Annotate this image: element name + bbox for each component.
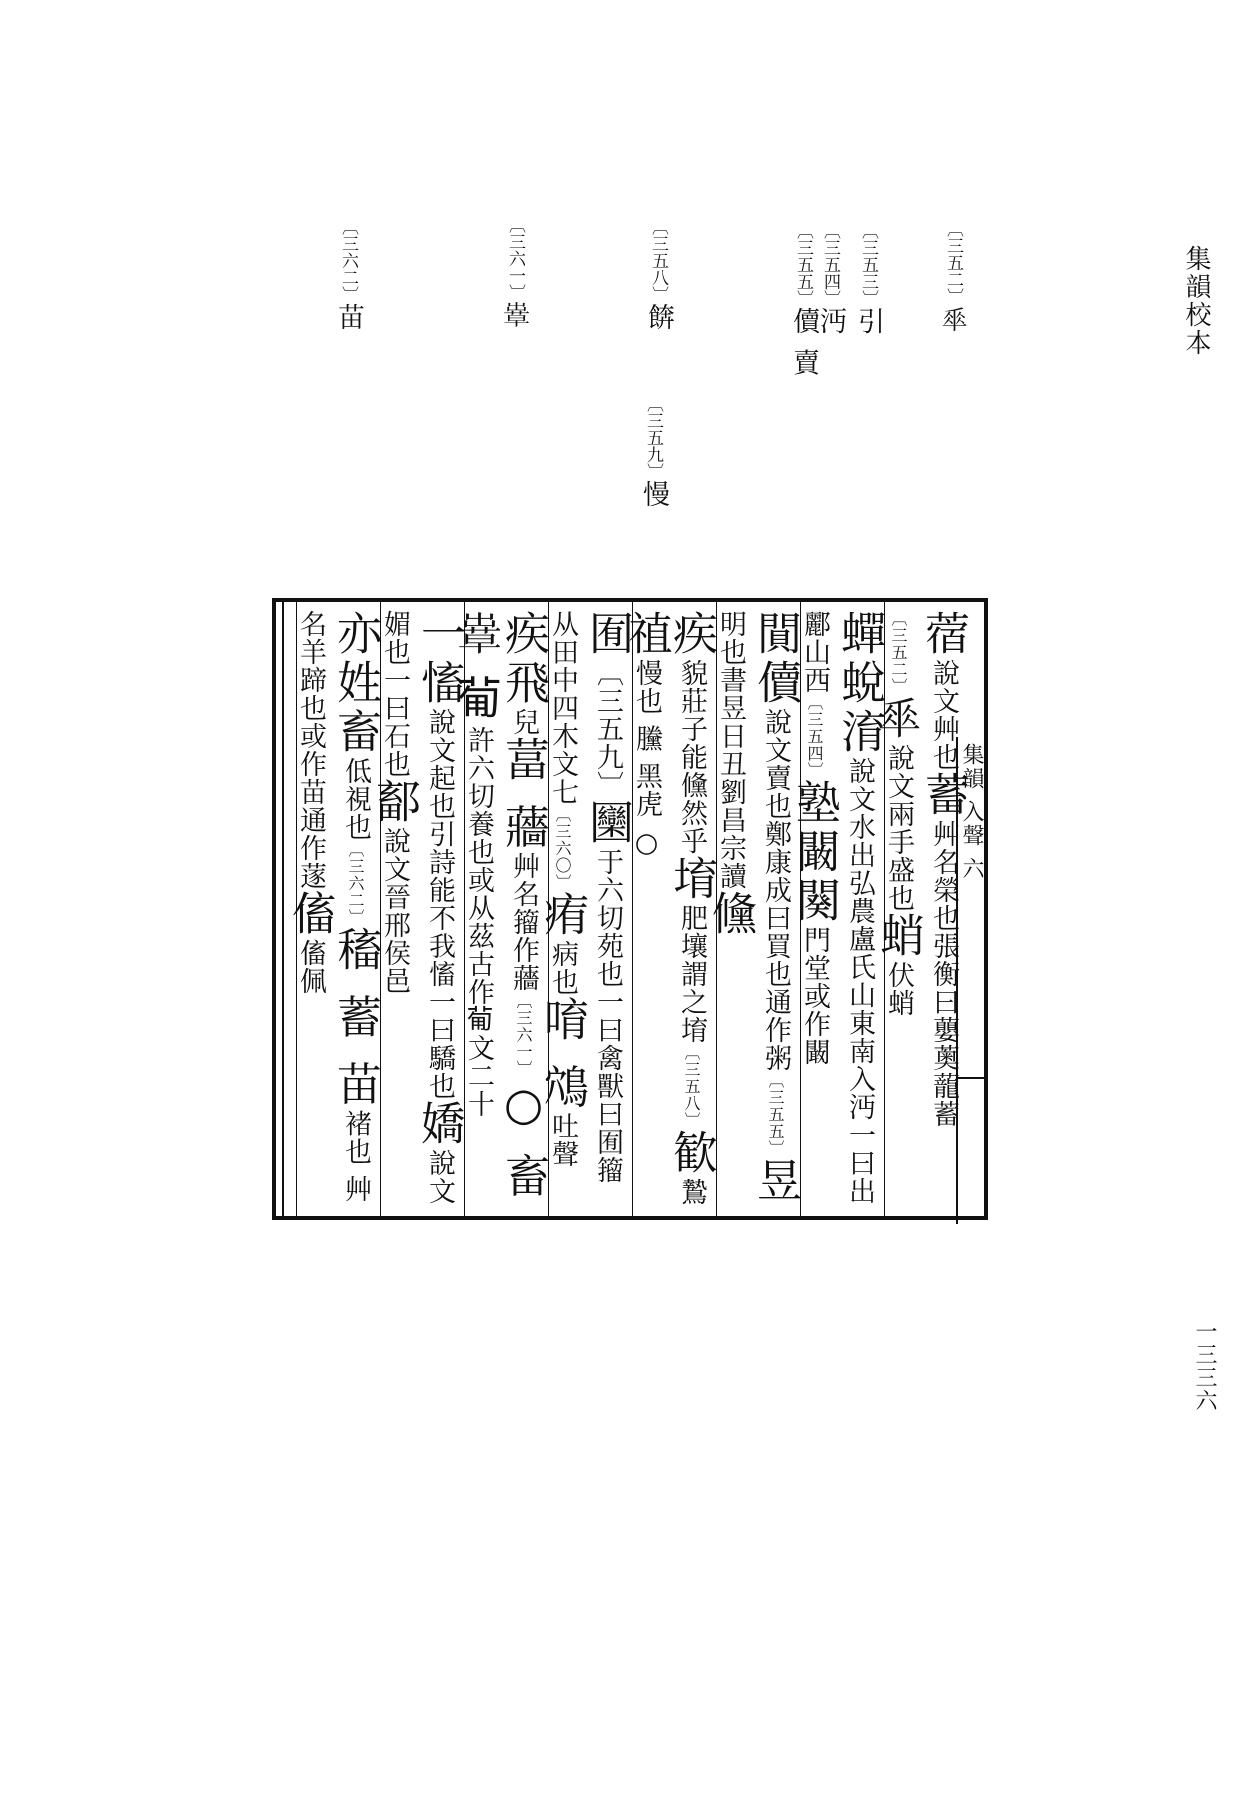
note-text: 引 — [853, 307, 884, 337]
headword: 淯 — [833, 708, 886, 757]
headword: 歓 — [665, 1129, 718, 1178]
gloss: 慢也 黱 黑虎 ○ — [631, 659, 662, 860]
headword: 亦姓 — [329, 610, 382, 708]
gloss: 鷙 — [676, 1178, 707, 1206]
banner-title: 集韻 入聲 六 — [959, 743, 984, 881]
headword: 葍 蘠 — [497, 736, 550, 853]
collation-mark: 〔三五八〕 — [682, 1044, 701, 1129]
collation-note — [502, 216, 529, 331]
headword: 蓄 — [917, 771, 970, 820]
text-column — [452, 610, 550, 1210]
note-mark: 〔三五八〕 — [648, 218, 668, 303]
headword: 慉 — [413, 659, 466, 708]
note-text: 𦸶 — [500, 301, 531, 331]
running-title: 集韻校本 — [1181, 245, 1211, 357]
column-rule — [632, 602, 633, 1216]
note-mark: 〔三六二〕 — [338, 218, 358, 303]
note-text: 儥 賣 — [788, 307, 819, 379]
gloss: 兒 — [508, 708, 539, 736]
headword: 囿 — [581, 610, 634, 659]
collation-note — [640, 395, 667, 510]
headword: 嬌 — [413, 1100, 466, 1149]
gloss: 說文賣也鄭康成曰買也通作粥 — [760, 708, 791, 1072]
headword: 圞 — [581, 799, 634, 848]
note-mark: 〔三五九〕 — [643, 395, 663, 480]
gloss: 肥壤謂之堉 — [676, 904, 707, 1044]
column-rule — [716, 602, 717, 1216]
gloss: 說文媚也一曰石也 — [379, 610, 455, 1205]
collation-note — [855, 222, 882, 337]
headword: 稸 蓄 苗 — [329, 926, 382, 1110]
headword: 蓿 — [917, 610, 970, 659]
text-column — [704, 610, 802, 1210]
note-mark: 〔三五二〕 — [943, 220, 963, 305]
note-text: 沔 — [815, 307, 846, 337]
collation-note — [790, 222, 844, 379]
headword: 禃 — [620, 610, 673, 659]
note-mark: 〔三六一〕 — [505, 216, 525, 301]
headword: 鄐 — [368, 778, 421, 827]
headword: 塾闞闋 — [788, 779, 841, 926]
column-rule — [296, 602, 297, 1216]
collation-mark: 〔三五五〕 — [766, 1072, 785, 1157]
headword: 唷 鴪 — [536, 996, 589, 1113]
headword: 𠦬 — [872, 695, 925, 744]
gloss: 吐聲 — [547, 1112, 578, 1169]
headword: ○ 畜 𦸶 𤰈 — [452, 610, 550, 1202]
collation-note — [335, 218, 362, 333]
headword: 儥 — [749, 659, 802, 708]
headword: 蛸 — [872, 912, 925, 961]
collation-mark: 〔三六二〕 — [346, 841, 365, 926]
gloss: 說文艸也 — [928, 659, 959, 771]
gloss: 明也書昱日丑劉昌宗讀 — [715, 610, 746, 890]
gloss: 說文水出弘農盧氏山東南入沔一曰出酈山西 — [799, 610, 875, 1205]
gloss: 門堂或作闞 — [799, 926, 830, 1066]
gloss: 于六切苑也一曰禽獸曰囿籀从田中四木文七 — [547, 610, 623, 1184]
gloss: 艸名籀作蘠 — [508, 852, 539, 993]
collation-mark: 〔三五二〕 — [889, 610, 908, 695]
text-column — [788, 610, 886, 1210]
gloss: 伏蛸 — [883, 961, 914, 1017]
note-mark: 〔三五五〕 — [793, 222, 813, 307]
note-mark: 〔三五四〕 — [820, 222, 840, 307]
headword: 傗 — [284, 890, 337, 939]
headword: 蟬蛻 — [833, 610, 886, 708]
headword: 閴 — [749, 610, 802, 659]
text-column — [284, 610, 382, 1210]
collation-note — [940, 220, 967, 335]
gloss: 貌莊子能儵然乎 — [676, 659, 707, 855]
collation-note — [645, 218, 672, 333]
gloss: 說文兩手盛也 — [883, 744, 914, 912]
gloss: 低視也 — [340, 757, 371, 841]
gloss: 說文晉邢侯邑 — [379, 827, 410, 995]
text-column — [620, 610, 718, 1210]
headword: 儵 — [704, 890, 757, 939]
headword: 疾飛 — [497, 610, 550, 708]
headword: 一 — [413, 610, 466, 659]
gloss: 艸名榮也張衡曰蘡薁蘢蓄 — [928, 820, 959, 1128]
gloss: 褚也 艸名羊蹄也或作苗通作蓫 — [295, 610, 371, 1204]
note-text: 餴 — [643, 303, 674, 333]
headword: 疾 — [665, 610, 718, 659]
text-column — [536, 610, 634, 1210]
headword: 痏 — [536, 891, 589, 940]
page-number: 一三三六 — [1192, 1320, 1217, 1412]
collation-mark: 〔三五四〕 — [805, 694, 824, 779]
note-text: 𠦬 — [938, 305, 969, 335]
gloss: 說文起也引詩能不我慉一曰驕也 — [424, 708, 455, 1100]
text-column — [872, 610, 970, 1210]
gloss: 傗佩 — [295, 939, 326, 995]
note-text: 苗 — [333, 303, 364, 333]
gloss: 〔三五九〕 — [592, 659, 623, 799]
note-text: 慢 — [638, 480, 669, 510]
headword: 畜 — [329, 708, 382, 757]
gloss: 許六切養也或从茲古作𤰈文二十 — [463, 726, 494, 1119]
headword: 昱 — [749, 1157, 802, 1206]
headword: 堉 — [665, 855, 718, 904]
gloss: 病也 — [547, 940, 578, 996]
text-column — [368, 610, 466, 1210]
note-mark: 〔三五三〕 — [858, 222, 878, 307]
woodblock-page — [272, 598, 988, 1220]
collation-mark: 〔三六一〕 — [514, 992, 533, 1078]
collation-mark: 〔三六〇〕 — [553, 806, 572, 891]
